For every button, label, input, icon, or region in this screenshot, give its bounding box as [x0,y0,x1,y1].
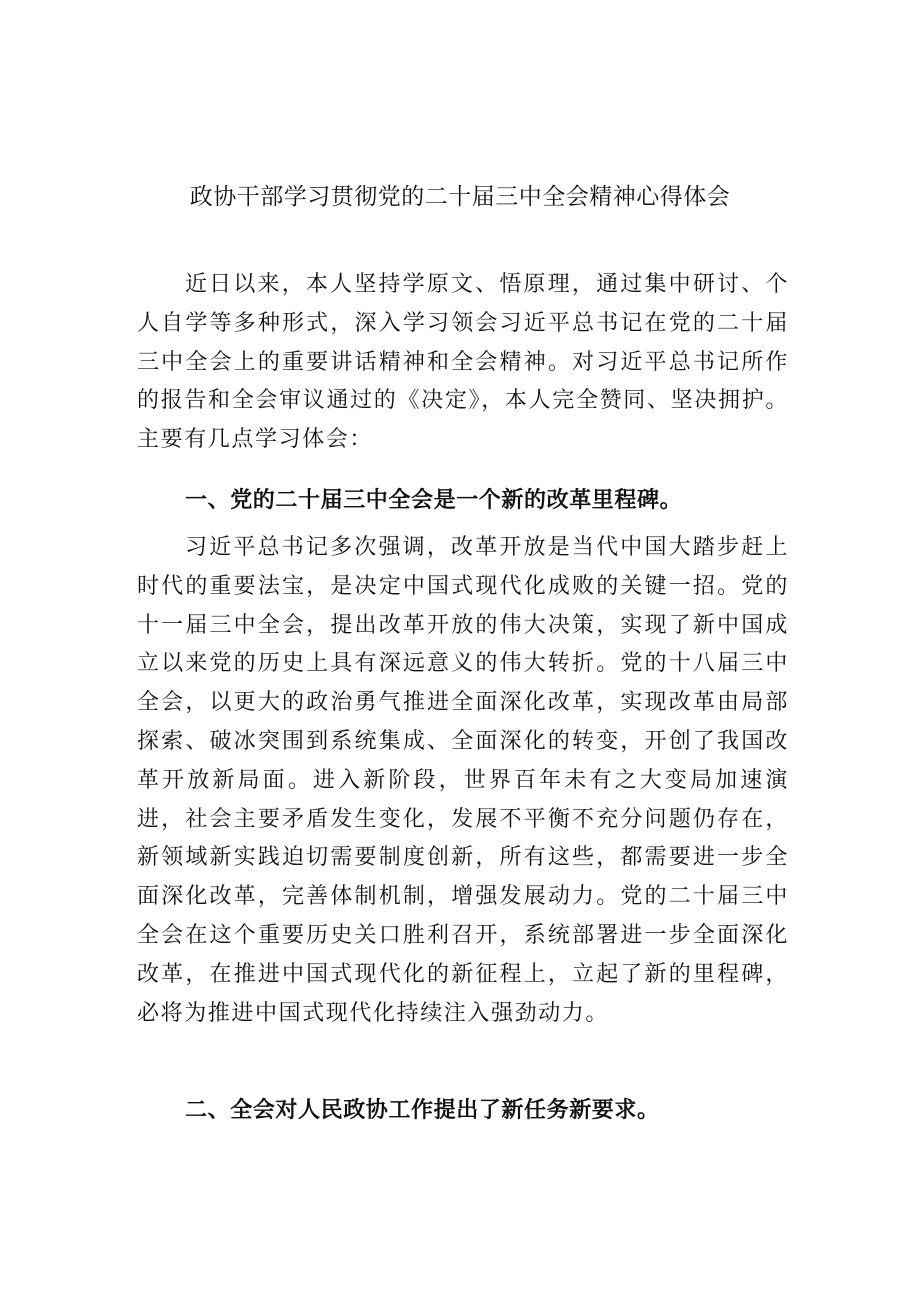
section-1-heading: 一、党的二十届三中全会是一个新的改革里程碑。 [185,488,683,513]
intro-paragraph: 近日以来，本人坚持学原文、悟原理，通过集中研讨、个人自学等多种形式，深入学习领会习近平总书记在党的二十届三中全会上的重要讲话精神和全会精神。对习近平总书记所作的报告和全会审议通过的《决定》，本人完全赞同、坚决拥护。主要有几点学习体会： [137,272,789,453]
section-1-paragraph: 习近平总书记多次强调，改革开放是当代中国大踏步赶上时代的重要法宝，是决定中国式现代化成败的关键一招。党的十一届三中全会，提出改革开放的伟大决策，实现了新中国成立以来党的历史上具有深远意义的伟大转折。党的十八届三中全会，以更大的政治勇气推进全面深化改革，实现改革由局部探索、破冰突围到系统集成、全面深化的转变，开创了我国改革开放新局面。进入新阶段，世界百年未有之大变局加速演进，社会主要矛盾发生变化，发展不平衡不充分问题仍存在，新领域新实践迫切需要制度创新，所有这些，都需要进一步全面深化改革，完善体制机制，增强发展动力。党的二十届三中全会在这个重要历史关口胜利召开，系统部署进一步全面深化改革，在推进中国式现代化的新征程上，立起了新的里程碑，必将为推进中国式现代化持续注入强劲动力。 [137,535,789,1026]
document-title: 政协干部学习贯彻党的二十届三中全会精神心得体会 [189,184,731,210]
section-2-heading: 二、全会对人民政协工作提出了新任务新要求。 [185,1098,660,1123]
